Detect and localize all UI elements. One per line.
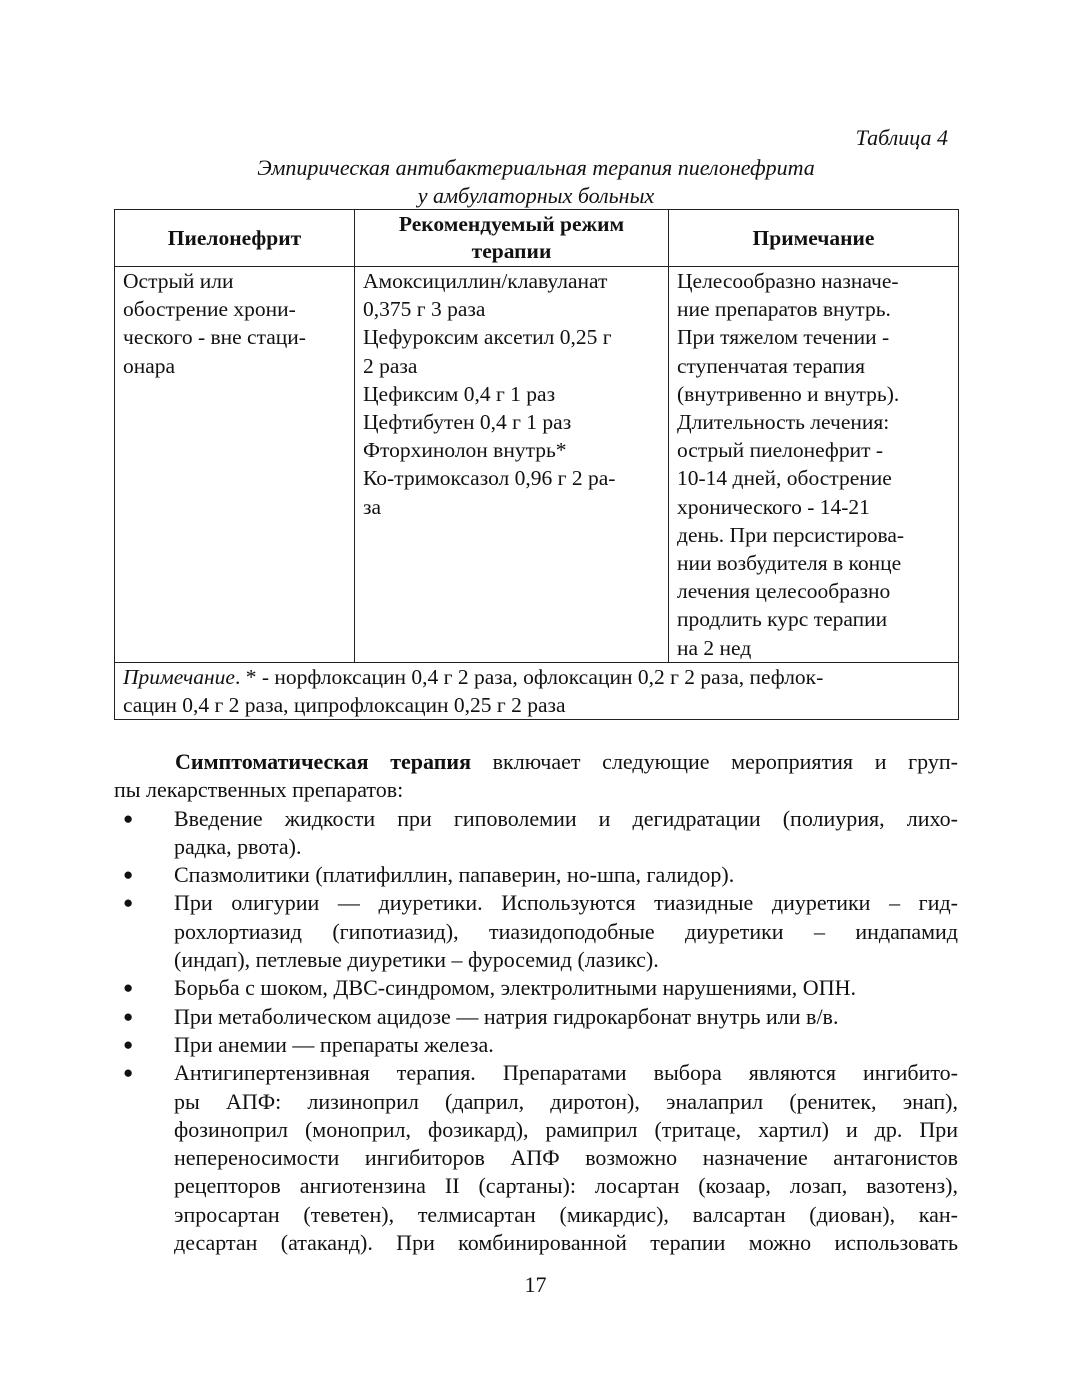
list-item: ● Борьба с шоком, ДВС-синдромом, электролитными нарушениями, ОПН. <box>114 974 958 1002</box>
therapy-table <box>114 209 959 720</box>
bullet-icon: ● <box>123 893 134 913</box>
bullet-icon: ● <box>123 1063 134 1083</box>
list-item: ● Антигипертензивная терапия. Препаратами выбора являются ингибито- ры АПФ: лизиноприл (даприл, диротон), эналаприл (ренитек, энап), фозиноприл (моноприл, фозикард), рамиприл (тритаце, хартил) и др. При непереносимости ингибиторов АПФ возможно назначение антагонистов рецепторов ангиотензина II (сартаны): лосартан (козаар, лозап, вазотенз), эпросартан (теветен), телмисартан (микардис), валсартан (диован), кан- десартан (атаканд). При комбинированной терапии можно использовать <box>123 1060 958 1256</box>
bullet-icon: ● <box>123 978 134 998</box>
table-label: Таблица 4 <box>855 125 948 150</box>
body-text <box>114 748 958 1257</box>
note-text: сацин 0,4 г 2 раза, ципрофлоксацин 0,25 г 2 раза <box>123 693 566 718</box>
list-item: ● При анемии — препараты железа. <box>114 1031 958 1059</box>
cell-note: Целесообразно назначе- ние препаратов внутрь. При тяжелом течении - ступенчатая терапия (внутривенно и внутрь). Длительность лечения: острый пиелонефрит - 10-14 дней, обострение хронического - 14-21 день. При персистирова- нии возбудителя в конце лечения целесообразно продлить курс терапии на 2 нед <box>669 267 959 663</box>
table-header-row <box>115 210 959 267</box>
paragraph-bold-term: Симптоматическая терапия <box>175 749 471 774</box>
bullet-icon: ● <box>123 1006 134 1026</box>
table-row <box>115 267 959 663</box>
note-label: Примечание <box>123 664 235 689</box>
header-regimen: Рекомендуемый режим терапии <box>355 210 669 267</box>
table-caption <box>115 154 957 210</box>
header-pyelonephritis: Пиелонефрит <box>115 210 355 267</box>
list-item: ● При метаболическом ацидозе — натрия гидрокарбонат внутрь или в/в. <box>114 1003 958 1031</box>
list-item: ● Спазмолитики (платифиллин, папаверин, но-шпа, галидор). <box>114 861 958 889</box>
cell-pyelonephritis: Острый или обострение хрони- ческого - вне стаци- онара <box>115 267 355 663</box>
header-note: Примечание <box>669 210 959 267</box>
list-item: ● При олигурии — диуретики. Используются тиазидные диуретики – гид- рохлортиазид (гипотиазид), тиазидоподобные диуретики – индапамид (индап), петлевые диуретики – фуросемид (лазикс). <box>123 890 958 973</box>
table-caption-line: у амбулаторных больных <box>417 183 655 208</box>
cell-regimen: Амоксициллин/клавуланат 0,375 г 3 раза Цефуроксим аксетил 0,25 г 2 раза Цефиксим 0,4 г 1 раз Цефтибутен 0,4 г 1 раз Фторхинолон внутрь* Ко-тримоксазол 0,96 г 2 ра- за <box>355 267 669 663</box>
bullet-icon: ● <box>123 1034 134 1054</box>
table-note-row <box>115 662 959 719</box>
table-note <box>115 662 959 719</box>
bullet-list <box>114 805 958 1258</box>
bullet-icon: ● <box>123 808 134 828</box>
intro-paragraph: Симптоматическая терапия включает следующие мероприятия и груп- пы лекарственных препаратов: <box>114 749 958 803</box>
table-caption-line: Эмпирическая антибактериальная терапия пиелонефрита <box>257 155 815 180</box>
list-item: ● Введение жидкости при гиповолемии и дегидратации (полиурия, лихо- радка, рвота). <box>123 805 958 859</box>
page-number: 17 <box>524 1272 547 1297</box>
bullet-icon: ● <box>123 865 134 885</box>
note-text: . * - норфлоксацин 0,4 г 2 раза, офлоксацин 0,2 г 2 раза, пефлок- <box>234 664 824 689</box>
